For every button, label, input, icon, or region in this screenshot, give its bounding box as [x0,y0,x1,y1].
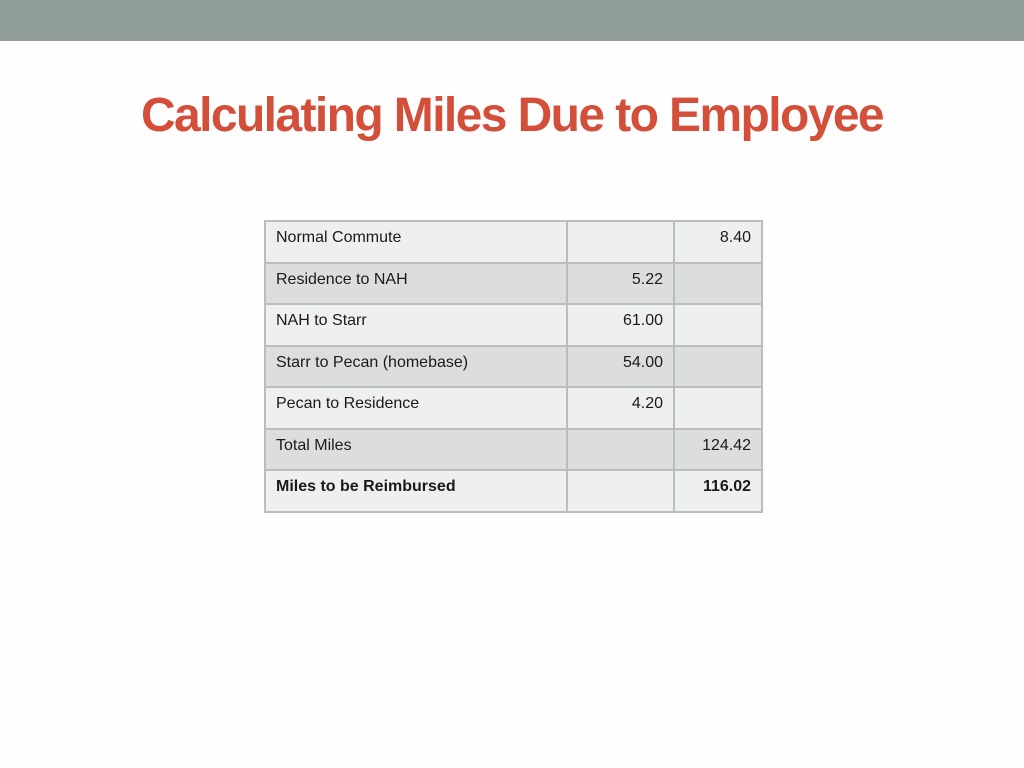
row-label: Normal Commute [265,221,567,263]
table-row [265,429,762,471]
segment-miles-cell: 54.00 [567,346,674,388]
total-miles-cell: 124.42 [674,429,762,471]
miles-table [264,220,763,513]
row-label: Total Miles [265,429,567,471]
table-row [265,221,762,263]
row-label: NAH to Starr [265,304,567,346]
segment-miles-cell [567,429,674,471]
segment-miles-cell: 4.20 [567,387,674,429]
segment-miles-cell [567,221,674,263]
top-banner [0,0,1024,41]
table-row [265,387,762,429]
segment-miles-cell: 5.22 [567,263,674,305]
total-miles-cell: 116.02 [674,470,762,512]
segment-miles-cell: 61.00 [567,304,674,346]
row-label: Residence to NAH [265,263,567,305]
row-label: Miles to be Reimbursed [265,470,567,512]
slide-title: Calculating Miles Due to Employee [140,89,884,142]
table-row [265,304,762,346]
table-row-reimbursed [265,470,762,512]
total-miles-cell [674,346,762,388]
total-miles-cell [674,387,762,429]
segment-miles-cell [567,470,674,512]
total-miles-cell [674,304,762,346]
total-miles-cell: 8.40 [674,221,762,263]
table-row [265,346,762,388]
table-row [265,263,762,305]
row-label: Starr to Pecan (homebase) [265,346,567,388]
row-label: Pecan to Residence [265,387,567,429]
total-miles-cell [674,263,762,305]
